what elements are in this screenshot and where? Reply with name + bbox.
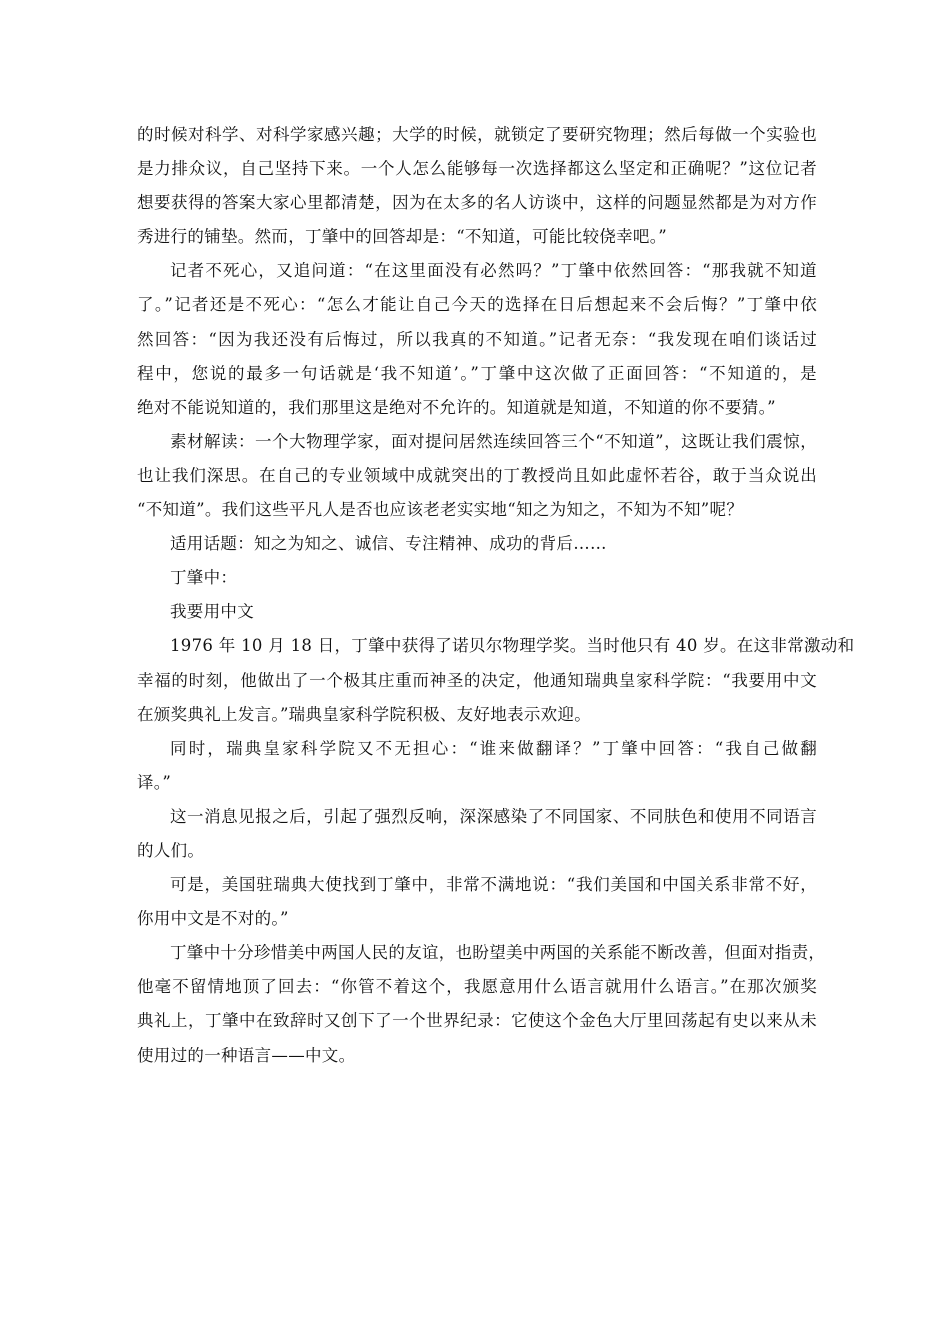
paragraph-p7 (137, 629, 855, 731)
text-line: 我要用中文 (170, 602, 254, 622)
text-line: 在颁奖典礼上发言。”瑞典皇家科学院积极、友好地表示欢迎。 (137, 704, 592, 724)
text-line: 1976 年 10 月 18 日，丁肇中获得了诺贝尔物理学奖。当时他只有 40 岁。在这非常激动和 (170, 636, 855, 656)
paragraph-p1 (137, 118, 817, 254)
text-line: 适用话题：知之为知之、诚信、专注精神、成功的背后…… (170, 534, 607, 554)
document-body (137, 118, 855, 1073)
text-line: 是力排众议，自己坚持下来。一个人怎么能够每一次选择都这么坚定和正确呢？”这位记者 (137, 159, 817, 179)
paragraph-p4 (137, 527, 817, 561)
paragraph-p10 (137, 868, 817, 936)
text-line: 绝对不能说知道的，我们那里这是绝对不允许的。知道就是知道，不知道的你不要猜。” (137, 397, 776, 417)
text-line: 可是，美国驻瑞典大使找到丁肇中，非常不满地说：“我们美国和中国关系非常不好， (170, 875, 817, 895)
text-line: 记者不死心，又追问道：“在这里面没有必然吗？”丁肇中依然回答：“那我就不知道 (170, 261, 817, 281)
paragraph-p5 (137, 561, 817, 595)
text-line: 这一消息见报之后，引起了强烈反响，深深感染了不同国家、不同肤色和使用不同语言 (170, 806, 817, 826)
text-line: 程中，您说的最多一句话就是‘我不知道’。”丁肇中这次做了正面回答：“不知道的，是 (137, 363, 817, 383)
text-line: 丁肇中： (170, 568, 238, 588)
text-line: 典礼上，丁肇中在致辞时又创下了一个世界纪录：它使这个金色大厅里回荡起有史以来从未 (137, 1011, 817, 1031)
text-line: 想要获得的答案大家心里都清楚，因为在太多的名人访谈中，这样的问题显然都是为对方作 (137, 193, 817, 213)
text-line: 素材解读：一个大物理学家，面对提问居然连续回答三个“不知道”，这既让我们震惊， (170, 431, 817, 451)
paragraph-p11 (137, 936, 826, 1072)
text-line: 的人们。 (137, 840, 205, 860)
paragraph-p9 (137, 800, 817, 868)
text-line: 然回答：“因为我还没有后悔过，所以我真的不知道。”记者无奈：“我发现在咱们谈话过 (137, 329, 817, 349)
text-line: 的时候对科学、对科学家感兴趣；大学的时候，就锁定了要研究物理；然后每做一个实验也 (137, 125, 817, 144)
text-line: 你用中文是不对的。” (137, 909, 289, 929)
paragraph-p2 (137, 254, 817, 424)
text-line: 同时，瑞典皇家科学院又不无担心：“谁来做翻译？”丁肇中回答：“我自己做翻 (170, 738, 817, 758)
paragraph-p3 (137, 425, 817, 527)
text-line: 秀进行的铺垫。然而，丁肇中的回答却是：“不知道，可能比较侥幸吧。” (137, 227, 668, 247)
paragraph-p6 (137, 595, 817, 629)
text-line: “不知道”。我们这些平凡人是否也应该老老实实地“知之为知之，不知为不知”呢？ (137, 500, 744, 520)
text-line: 使用过的一种语言——中文。 (137, 1045, 356, 1065)
text-line: 译。” (137, 772, 172, 792)
text-line: 他毫不留情地顶了回去：“你管不着这个，我愿意用什么语言就用什么语言。”在那次颁奖 (137, 977, 817, 997)
text-line: 丁肇中十分珍惜美中两国人民的友谊，也盼望美中两国的关系能不断改善，但面对指责， (170, 943, 826, 963)
paragraph-p8 (137, 732, 817, 800)
text-line: 幸福的时刻，他做出了一个极其庄重而神圣的决定，他通知瑞典皇家科学院：“我要用中文 (137, 670, 817, 690)
text-line: 了。”记者还是不死心：“怎么才能让自己今天的选择在日后想起来不会后悔？”丁肇中依 (137, 295, 817, 315)
text-line: 也让我们深思。在自己的专业领域中成就突出的丁教授尚且如此虚怀若谷，敢于当众说出 (137, 465, 817, 485)
